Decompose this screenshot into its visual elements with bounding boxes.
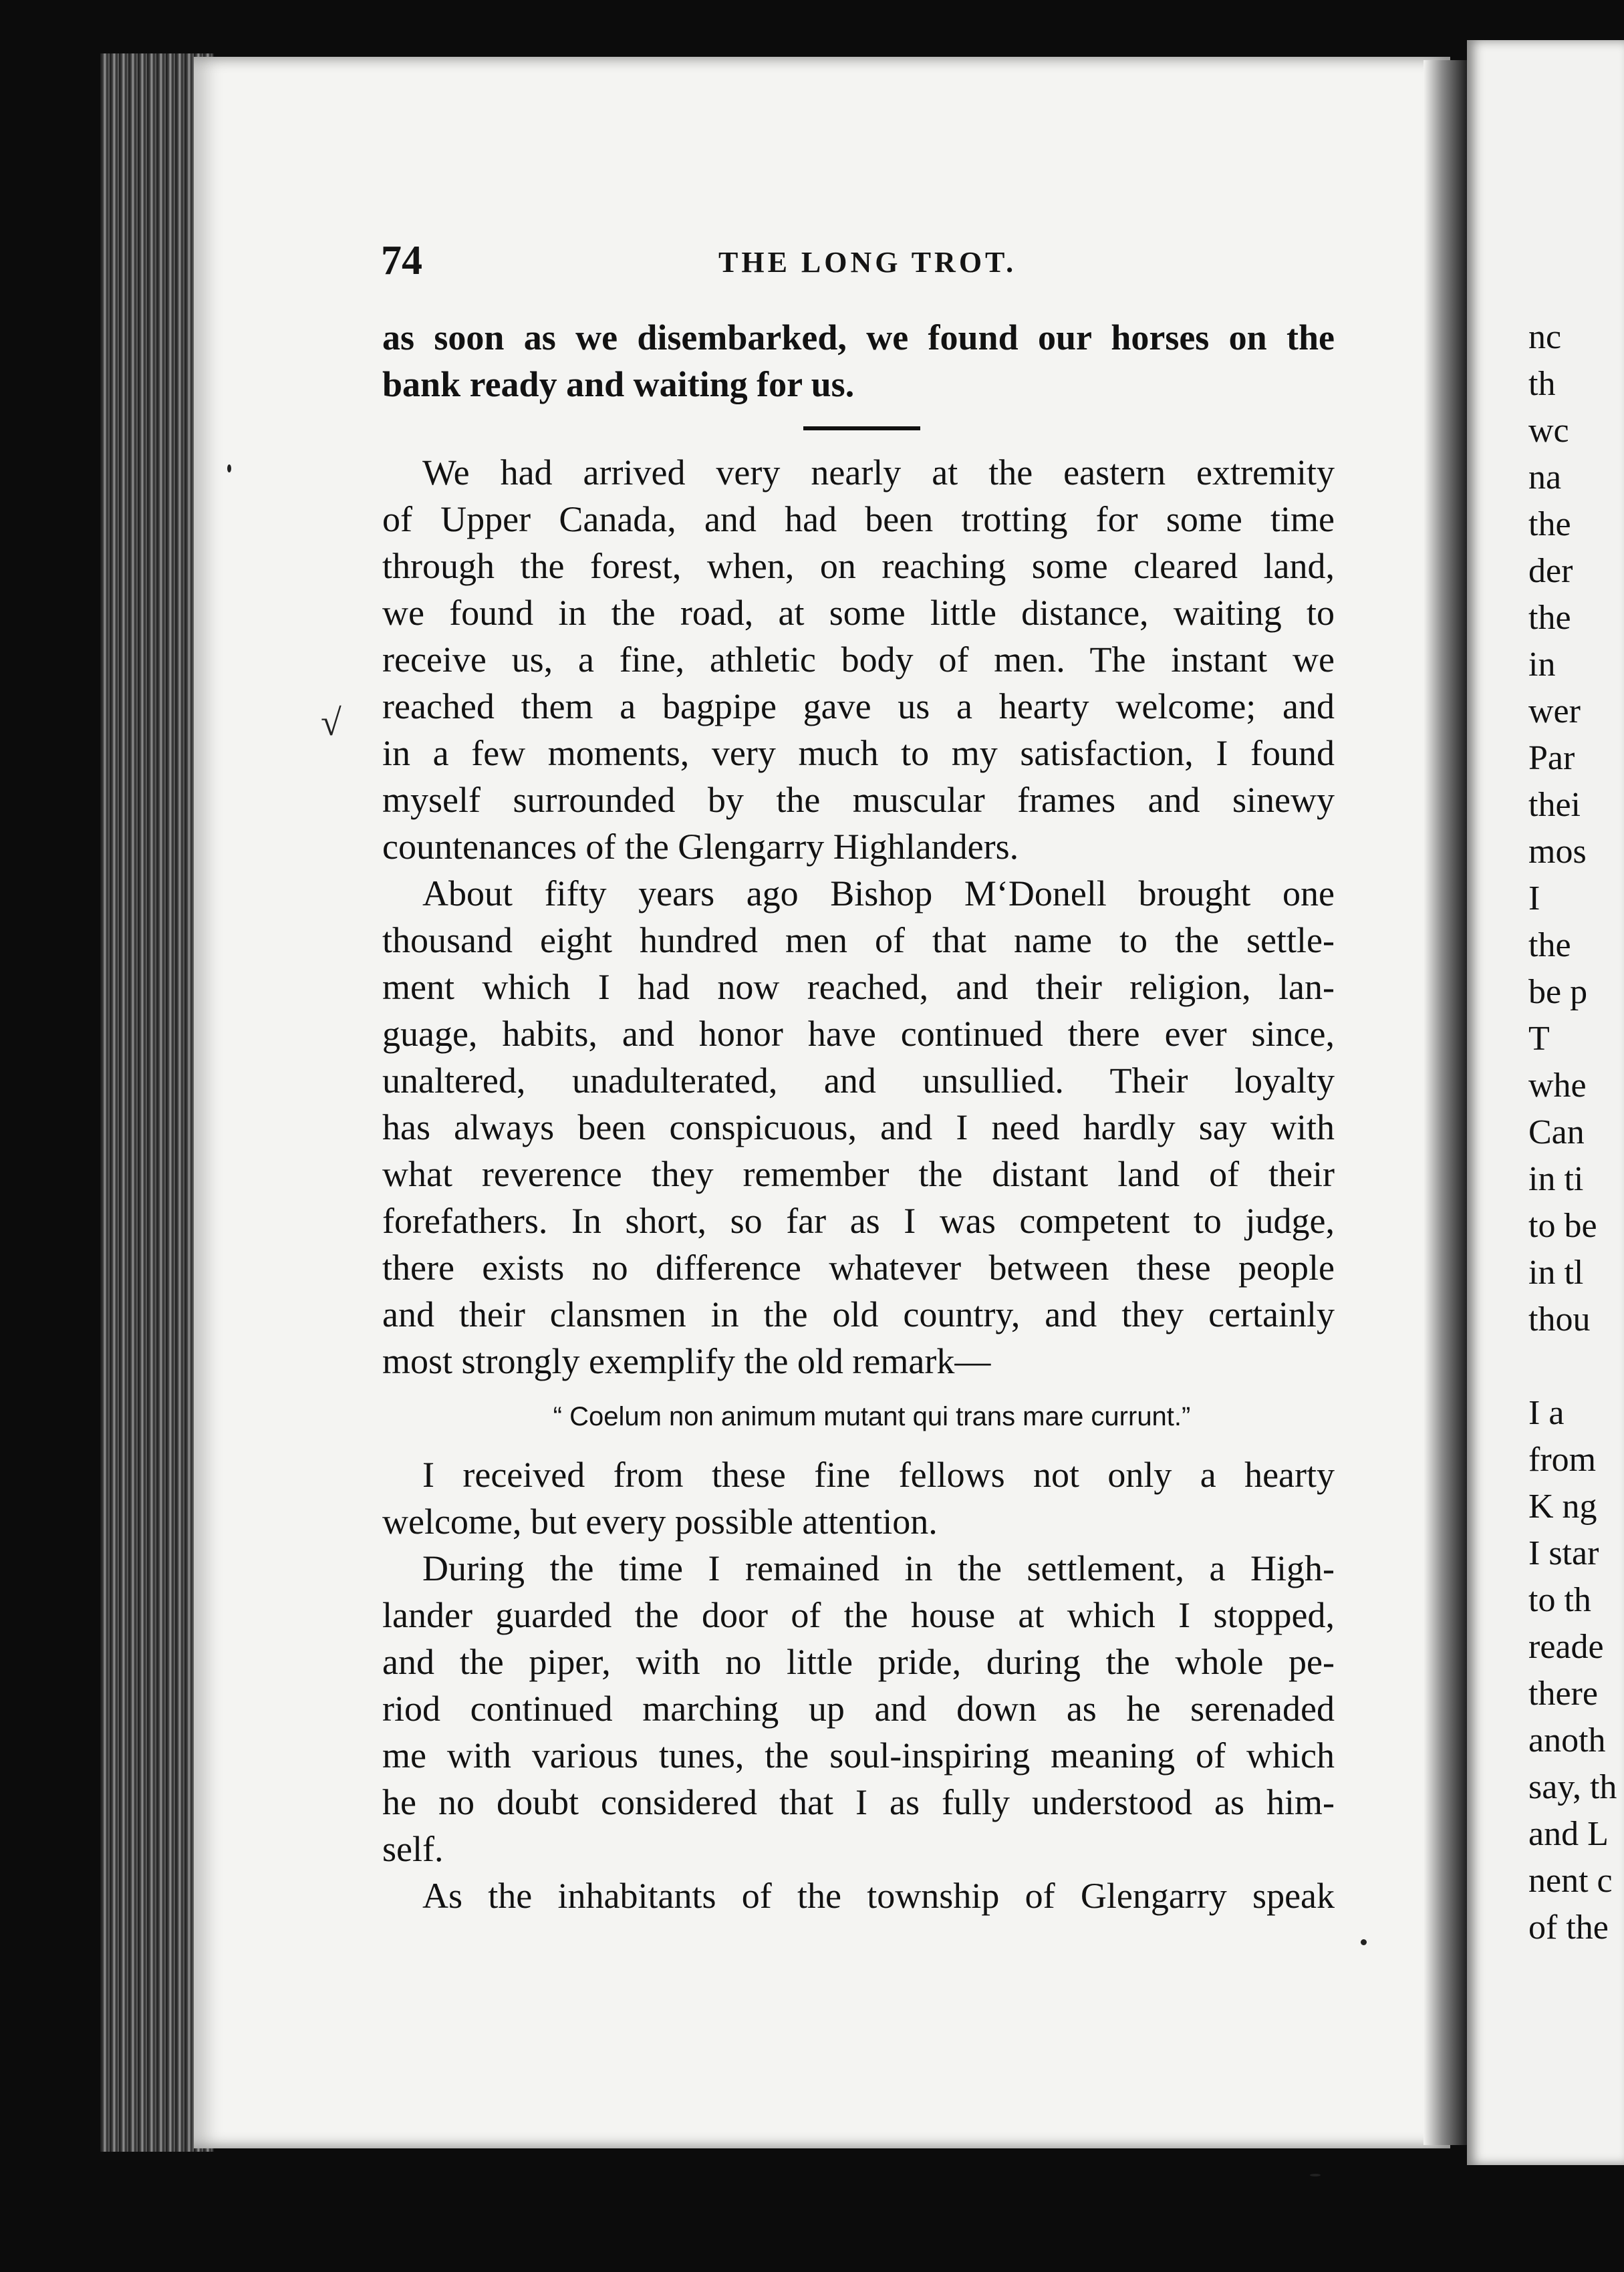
right-page-text-fragments (1528, 314, 1624, 1951)
right-page-fragment: thou (1528, 1300, 1591, 1338)
right-page-fragment: in tl (1528, 1254, 1584, 1292)
right-page-fragment: say, th (1528, 1768, 1617, 1806)
ink-speck (1310, 2174, 1321, 2176)
right-page-fragment: to th (1528, 1581, 1591, 1619)
right-page-fragment: the (1528, 926, 1571, 964)
paragraph-3 (382, 870, 1335, 1385)
right-page-fragment: nc (1528, 318, 1562, 356)
text-line: riod continued marching up and down as he serenaded (382, 1689, 1335, 1729)
paragraph-5 (382, 1545, 1335, 1872)
text-line: has always been conspicuous, and I need hardly say with (382, 1107, 1335, 1147)
right-page-fragment: I a (1528, 1394, 1565, 1432)
right-page-fragment: I (1528, 879, 1540, 917)
text-line: receive us, a fine, athletic body of men. The instant we (382, 640, 1335, 680)
text-line: through the forest, when, on reaching some cleared land, (382, 546, 1335, 586)
text-line: guage, habits, and honor have continued there ever since, (382, 1014, 1335, 1054)
text-line: bank ready and waiting for us. (382, 364, 855, 404)
text-line: me with various tunes, the soul-inspiring meaning of which (382, 1735, 1335, 1776)
text-line: forefathers. In short, so far as I was competent to judge, (382, 1201, 1335, 1241)
text-line: thousand eight hundred men of that name to the settle- (382, 920, 1335, 960)
text-line: and the piper, with no little pride, during the whole pe- (382, 1642, 1335, 1682)
text-line: of Upper Canada, and had been trotting for some time (382, 499, 1335, 539)
text-line: As the inhabitants of the township of Glengarry speak (422, 1876, 1335, 1916)
text-line: We had arrived very nearly at the eastern extremity (422, 452, 1335, 492)
text-line: unaltered, unadulterated, and unsullied. Their loyalty (382, 1060, 1335, 1101)
right-page-fragment: wc (1528, 412, 1569, 450)
text-line: lander guarded the door of the house at which I stopped, (382, 1595, 1335, 1635)
ink-speck (227, 464, 231, 472)
text-line: most strongly exemplify the old remark— (382, 1341, 991, 1381)
right-page-fragment: th (1528, 365, 1556, 403)
right-page-fragment: be p (1528, 973, 1588, 1011)
right-page-fragment: Can (1528, 1113, 1585, 1151)
text-line: welcome, but every possible attention. (382, 1502, 938, 1542)
running-title: THE LONG TROT. (718, 246, 1017, 279)
text-line: self. (382, 1829, 444, 1869)
right-page-fragment: der (1528, 552, 1573, 590)
right-page-fragment: anoth (1528, 1721, 1606, 1759)
ink-speck (1361, 1939, 1367, 1945)
paragraph-4 (382, 1451, 1335, 1545)
right-page-fragment: in (1528, 646, 1556, 684)
text-line: what reverence they remember the distant land of their (382, 1154, 1335, 1194)
book-gutter (1424, 60, 1470, 2145)
right-page-fragment: whe (1528, 1067, 1587, 1105)
right-page-fragment: the (1528, 599, 1571, 637)
right-page-fragment: K ng (1528, 1487, 1597, 1526)
text-line: we found in the road, at some little distance, waiting to (382, 593, 1335, 633)
text-line: there exists no difference whatever between these people (382, 1248, 1335, 1288)
paragraph-1 (382, 314, 1335, 408)
section-divider (803, 426, 920, 430)
right-page-fragment: nent c (1528, 1862, 1613, 1900)
right-page-fragment: thei (1528, 786, 1581, 824)
right-page-fragment: T (1528, 1020, 1550, 1058)
right-page-fragment: I star (1528, 1534, 1599, 1572)
text-line: myself surrounded by the muscular frames and sinewy (382, 780, 1335, 820)
page-header (381, 237, 1297, 284)
right-page-fragment: to be (1528, 1207, 1597, 1245)
text-line: About fifty years ago Bishop M‘Donell brought one (422, 873, 1335, 913)
right-page-fragment: the (1528, 505, 1571, 543)
right-page-fragment: mos (1528, 833, 1587, 871)
text-line: in a few moments, very much to my satisfaction, I found (382, 733, 1335, 773)
text-line: he no doubt considered that I as fully understood as him- (382, 1782, 1335, 1822)
margin-check-mark: √ (321, 702, 342, 744)
right-page-fragment: there (1528, 1675, 1598, 1713)
text-line: and their clansmen in the old country, and they certainly (382, 1294, 1335, 1334)
right-page-fragment: in ti (1528, 1160, 1584, 1198)
paragraph-2 (382, 449, 1335, 870)
right-page-fragment: and L (1528, 1815, 1609, 1853)
text-line: I received from these fine fellows not only a hearty (422, 1455, 1335, 1495)
text-line: countenances of the Glengarry Highlanders. (382, 827, 1019, 867)
right-page-fragment (1528, 1343, 1624, 1390)
right-page-fragment: wer (1528, 692, 1581, 730)
right-page-fragment: Par (1528, 739, 1575, 777)
latin-quotation: “ Coelum non animum mutant qui trans mare currunt.” (553, 1402, 1191, 1431)
right-page-fragment: na (1528, 458, 1562, 496)
text-line: reached them a bagpipe gave us a hearty welcome; and (382, 686, 1335, 726)
text-line: During the time I remained in the settlement, a High- (422, 1548, 1335, 1588)
page-body (382, 314, 1335, 1919)
right-page-fragment: from (1528, 1441, 1597, 1479)
page-number: 74 (381, 238, 422, 283)
text-line: as soon as we disembarked, we found our horses on the (382, 317, 1335, 358)
text-line: ment which I had now reached, and their religion, lan- (382, 967, 1335, 1007)
right-page-fragment: of the (1528, 1908, 1609, 1947)
right-page-fragment: reade (1528, 1628, 1604, 1666)
paragraph-6 (382, 1872, 1335, 1919)
